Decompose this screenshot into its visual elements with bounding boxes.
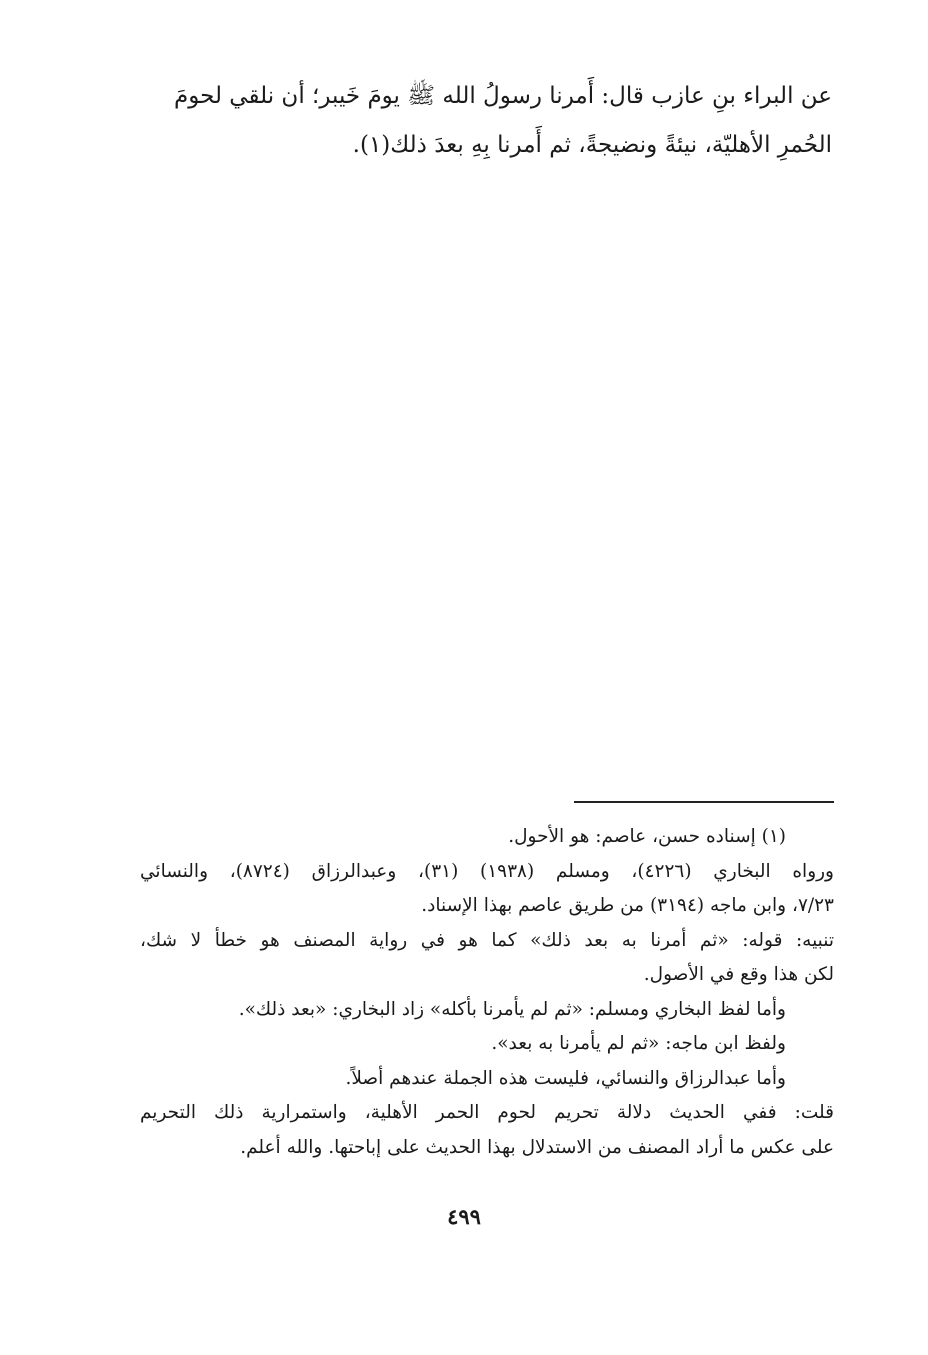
footnote-line-10: على عكس ما أراد المصنف من الاستدلال بهذا الحديث على إباحتها. والله أعلم. <box>240 1136 834 1158</box>
hadith-text <box>140 72 832 170</box>
footnote-line-2: ورواه البخاري (٤٢٢٦)، ومسلم (١٩٣٨) (٣١)، وعبدالرزاق (٨٧٢٤)، والنسائي <box>140 860 834 882</box>
footnote-line-5: لكن هذا وقع في الأصول. <box>643 964 834 985</box>
footnote-line-6: وأما لفظ البخاري ومسلم: «ثم لم يأمرنا بأكله» زاد البخاري: «بعد ذلك». <box>238 998 786 1020</box>
footnote-line-1: (١) إسناده حسن، عاصم: هو الأحول. <box>508 826 786 847</box>
footnotes <box>140 820 834 1165</box>
footnote-line-9: قلت: ففي الحديث دلالة تحريم لحوم الحمر الأهلية، واستمرارية ذلك التحريم <box>140 1102 834 1123</box>
hadith-line-2: الحُمرِ الأهليّة، نيئةً ونضيجةً، ثم أَمرنا بِهِ بعدَ ذلك(١). <box>352 132 832 158</box>
footnote-line-3: ٧/٢٣، وابن ماجه (٣١٩٤) من طريق عاصم بهذا الإسناد. <box>421 895 834 916</box>
hadith-line-1: عن البراء بنِ عازب قال: أَمرنا رسولُ الله ﷺ يومَ خَيبر؛ أن نلقي لحومَ <box>174 83 832 109</box>
footnote-separator <box>574 801 834 803</box>
footnote-line-8: وأما عبدالرزاق والنسائي، فليست هذه الجملة عندهم أصلاً. <box>345 1067 786 1089</box>
page-number: ٤٩٩ <box>447 1204 481 1229</box>
footnote-line-4: تنبيه: قوله: «ثم أمرنا به بعد ذلك» كما هو في رواية المصنف هو خطأ لا شك، <box>140 929 834 951</box>
footnote-line-7: ولفظ ابن ماجه: «ثم لم يأمرنا به بعد». <box>491 1033 786 1054</box>
